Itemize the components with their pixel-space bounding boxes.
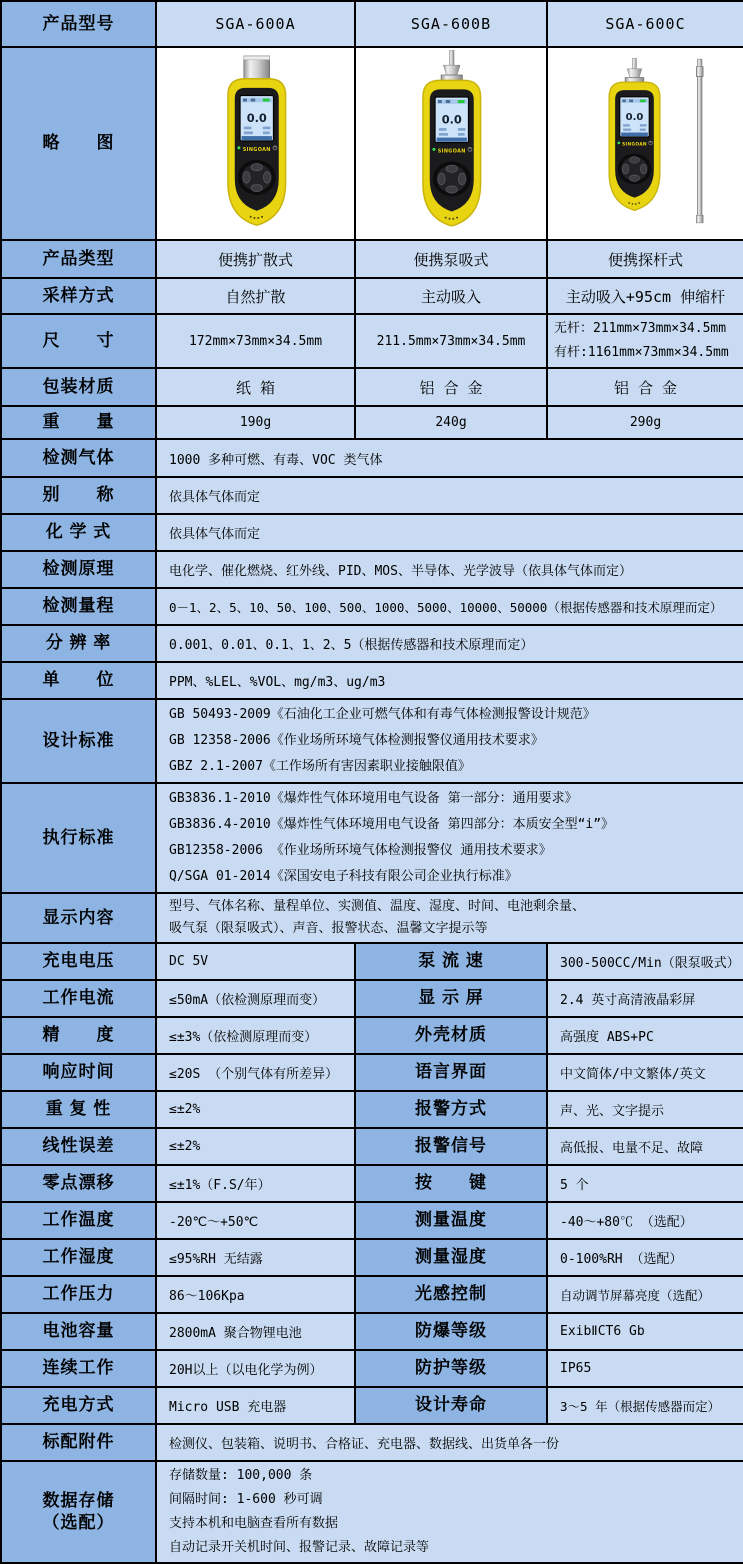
standard-line: GB12358-2006 《作业场所环境气体检测报警仪 通用技术要求》: [169, 843, 552, 858]
row-label-cell: 检测原理: [1, 551, 156, 588]
spec-value-cell: ≤±2%: [156, 1128, 355, 1165]
spec-value-cell: 高强度 ABS+PC: [547, 1017, 743, 1054]
row-chemical-formula: [1, 514, 743, 551]
spec-label-cell: 光感控制: [355, 1276, 547, 1313]
spec-label-cell: 语言界面: [355, 1054, 547, 1091]
value-cell: [156, 1461, 743, 1563]
compare-row-sampling: [1, 278, 743, 314]
row-label-cell: 分 辨 率: [1, 625, 156, 662]
standard-line: GB 12358-2006《作业场所环境气体检测报警仪通用技术要求》: [169, 733, 544, 748]
spec-value-cell: -20℃～+50℃: [156, 1202, 355, 1239]
standard-line: GB3836.4-2010《爆炸性气体环境用电气设备 第四部分：本质安全型“i”》: [169, 817, 615, 832]
spec-label-cell: 报警信号: [355, 1128, 547, 1165]
status-led: [432, 148, 435, 151]
spec-value-cell: 3～5 年（根据传感器而定）: [547, 1387, 743, 1424]
telescopic-probe-rod-tip: [696, 67, 703, 77]
standard-line: GB3836.1-2010《爆炸性气体环境用电气设备 第一部分：通用要求》: [169, 791, 578, 806]
spec-label-cell: 线性误差: [1, 1128, 156, 1165]
compare-row-weight: [1, 406, 743, 439]
header-label-cell: 产品型号: [1, 1, 156, 47]
spec-value-cell: IP65: [547, 1350, 743, 1387]
value-cell: 便携探杆式: [547, 240, 743, 278]
spec-label-cell: 工作电流: [1, 980, 156, 1017]
row-data-storage: [1, 1461, 743, 1563]
spec-value-cell: 2800mA 聚合物锂电池: [156, 1313, 355, 1350]
spec-value-cell: ≤50mA（依检测原理而变）: [156, 980, 355, 1017]
spec-value-cell: Micro USB 充电器: [156, 1387, 355, 1424]
device-illustration-sga-600b: [361, 50, 541, 232]
value-cell: 290g: [547, 406, 743, 439]
storage-line: 支持本机和电脑查看所有数据: [169, 1516, 339, 1531]
spec-row: [1, 1239, 743, 1276]
value-cell: [156, 699, 743, 783]
spec-label-cell: 连续工作: [1, 1350, 156, 1387]
spec-value-cell: ≤20S （个别气体有所差异）: [156, 1054, 355, 1091]
spec-row: [1, 1017, 743, 1054]
sketch-label-cell: 略 图: [1, 47, 156, 240]
spec-value-cell: -40～+80℃ （选配）: [547, 1202, 743, 1239]
spec-row: [1, 1165, 743, 1202]
row-accessories: [1, 1424, 743, 1461]
spec-value-cell: 高低报、电量不足、故障: [547, 1128, 743, 1165]
spec-row: [1, 943, 743, 980]
model-cell-b: SGA-600B: [355, 1, 547, 47]
value-cell: 主动吸入+95cm 伸缩杆: [547, 278, 743, 314]
dimension-line: 无杆：211mm×73mm×34.5mm: [554, 321, 727, 336]
value-cell: 0－1、2、5、10、50、100、500、1000、5000、10000、50000（根据传感器和技术原理而定）: [156, 588, 743, 625]
value-cell: 自然扩散: [156, 278, 355, 314]
row-label-cell: 检测气体: [1, 439, 156, 477]
device-image-cell-a: [156, 47, 355, 240]
row-resolution: [1, 625, 743, 662]
row-label-cell: 别 称: [1, 477, 156, 514]
spec-label-cell: 响应时间: [1, 1054, 156, 1091]
row-label-cell: 重 量: [1, 406, 156, 439]
value-cell: [156, 783, 743, 893]
spec-label-cell: 显 示 屏: [355, 980, 547, 1017]
device-screen-reading: 0.0: [625, 112, 644, 124]
value-cell: 1000 多种可燃、有毒、VOC 类气体: [156, 439, 743, 477]
spec-row: [1, 1128, 743, 1165]
header-row: [1, 1, 743, 47]
row-label-cell: 包装材质: [1, 368, 156, 406]
spec-row: [1, 980, 743, 1017]
spec-label-cell: 泵 流 速: [355, 943, 547, 980]
row-detect-range: [1, 588, 743, 625]
dimension-line: 有杆:1161mm×73mm×34.5mm: [554, 345, 729, 360]
spec-value-cell: 自动调节屏幕亮度（选配）: [547, 1276, 743, 1313]
spec-label-cell: 充电电压: [1, 943, 156, 980]
device-screen-reading: 0.0: [246, 111, 267, 126]
storage-line: 自动记录开关机时间、报警记录、故障记录等: [169, 1540, 430, 1555]
spec-row: [1, 1054, 743, 1091]
status-led: [237, 146, 240, 149]
row-display-content: [1, 893, 743, 943]
row-design-standards: [1, 699, 743, 783]
spec-value-cell: 5 个: [547, 1165, 743, 1202]
row-label-cell: 采样方式: [1, 278, 156, 314]
spec-label-cell: 零点漂移: [1, 1165, 156, 1202]
device-image-cell-c: [547, 47, 743, 240]
spec-value-cell: ≤±2%: [156, 1091, 355, 1128]
spec-value-cell: 0-100%RH （选配）: [547, 1239, 743, 1276]
spec-row: [1, 1276, 743, 1313]
spec-value-cell: 300-500CC/Min（限泵吸式）: [547, 943, 743, 980]
display-content-line: 型号、气体名称、量程单位、实测值、温度、湿度、时间、电池剩余量、: [169, 899, 586, 914]
model-cell-a: SGA-600A: [156, 1, 355, 47]
value-cell: 纸 箱: [156, 368, 355, 406]
spec-label-cell: 防爆等级: [355, 1313, 547, 1350]
spec-value-cell: 声、光、文字提示: [547, 1091, 743, 1128]
spec-value-cell: 2.4 英寸高清液晶彩屏: [547, 980, 743, 1017]
standard-line: Q/SGA 01-2014《深国安电子科技有限公司企业执行标准》: [169, 869, 518, 884]
model-cell-c: SGA-600C: [547, 1, 743, 47]
row-detect-principle: [1, 551, 743, 588]
row-label-cell: 化 学 式: [1, 514, 156, 551]
storage-line: 间隔时间: 1-600 秒可调: [169, 1492, 323, 1507]
spec-value-cell: DC 5V: [156, 943, 355, 980]
spec-value-cell: 86～106Kpa: [156, 1276, 355, 1313]
row-units: [1, 662, 743, 699]
value-cell: 240g: [355, 406, 547, 439]
telescopic-probe-rod: [697, 77, 702, 221]
spec-row: [1, 1350, 743, 1387]
row-alias: [1, 477, 743, 514]
value-cell: [547, 314, 743, 368]
standard-line: GB 50493-2009《石油化工企业可燃气体和有毒气体检测报警设计规范》: [169, 707, 596, 722]
storage-label-line: 数据存储: [42, 1490, 115, 1510]
row-label-cell: 标配附件: [1, 1424, 156, 1461]
spec-value-cell: ≤±1%（F.S/年）: [156, 1165, 355, 1202]
spec-label-cell: 报警方式: [355, 1091, 547, 1128]
value-cell: PPM、%LEL、%VOL、mg/m3、ug/m3: [156, 662, 743, 699]
spec-label-cell: 设计寿命: [355, 1387, 547, 1424]
value-cell: 211.5mm×73mm×34.5mm: [355, 314, 547, 368]
value-cell: 便携扩散式: [156, 240, 355, 278]
spec-label-cell: 外壳材质: [355, 1017, 547, 1054]
row-label-cell: 执行标准: [1, 783, 156, 893]
row-label-cell: 尺 寸: [1, 314, 156, 368]
spec-label-cell: 测量温度: [355, 1202, 547, 1239]
value-cell: 电化学、催化燃烧、红外线、PID、MOS、半导体、光学波导（依具体气体而定）: [156, 551, 743, 588]
spec-value-cell: ≤±3%（依检测原理而变）: [156, 1017, 355, 1054]
spec-label-cell: 工作湿度: [1, 1239, 156, 1276]
spec-label-cell: 重 复 性: [1, 1091, 156, 1128]
spec-label-cell: 精 度: [1, 1017, 156, 1054]
storage-line: 存储数量: 100,000 条: [169, 1468, 313, 1483]
value-cell: 主动吸入: [355, 278, 547, 314]
compare-row-dimensions: [1, 314, 743, 368]
standard-line: GBZ 2.1-2007《工作场所有害因素职业接触限值》: [169, 759, 471, 774]
row-label-cell: 显示内容: [1, 893, 156, 943]
value-cell: [156, 893, 743, 943]
value-cell: 依具体气体而定: [156, 477, 743, 514]
compare-row-product-type: [1, 240, 743, 278]
spec-label-cell: 工作温度: [1, 1202, 156, 1239]
value-cell: 190g: [156, 406, 355, 439]
spec-value-cell: 20H以上（以电化学为例）: [156, 1350, 355, 1387]
row-label-cell: [1, 1461, 156, 1563]
spec-label-cell: 测量湿度: [355, 1239, 547, 1276]
spec-row: [1, 1091, 743, 1128]
row-label-cell: 检测量程: [1, 588, 156, 625]
spec-label-cell: 防护等级: [355, 1350, 547, 1387]
spec-value-cell: 中文简体/中文繁体/英文: [547, 1054, 743, 1091]
device-illustration-sga-600c: [553, 50, 738, 232]
spec-label-cell: 工作压力: [1, 1276, 156, 1313]
spec-label-cell: 按 键: [355, 1165, 547, 1202]
row-execution-standards: [1, 783, 743, 893]
value-cell: 172mm×73mm×34.5mm: [156, 314, 355, 368]
value-cell: 铝 合 金: [355, 368, 547, 406]
spec-row: [1, 1313, 743, 1350]
spec-value-cell: ExibⅡCT6 Gb: [547, 1313, 743, 1350]
device-image-cell-b: [355, 47, 547, 240]
spec-label-cell: 充电方式: [1, 1387, 156, 1424]
spec-value-cell: ≤95%RH 无结露: [156, 1239, 355, 1276]
sketch-row: [1, 47, 743, 240]
row-label-cell: 单 位: [1, 662, 156, 699]
row-label-cell: 产品类型: [1, 240, 156, 278]
status-led: [617, 142, 620, 145]
device-brand-text: SINGOAN: [437, 148, 466, 155]
spec-row: [1, 1202, 743, 1239]
spec-label-cell: 电池容量: [1, 1313, 156, 1350]
compare-row-packaging: [1, 368, 743, 406]
row-label-cell: 设计标准: [1, 699, 156, 783]
device-brand-text: SINGOAN: [622, 142, 647, 148]
value-cell: 依具体气体而定: [156, 514, 743, 551]
row-detect-gas: [1, 439, 743, 477]
value-cell: 0.001、0.01、0.1、1、2、5（根据传感器和技术原理而定）: [156, 625, 743, 662]
value-cell: 便携泵吸式: [355, 240, 547, 278]
storage-label-line: （选配）: [42, 1513, 115, 1532]
spec-row: [1, 1387, 743, 1424]
display-content-line: 吸气泵（限泵吸式）、声音、报警状态、温馨文字提示等: [169, 921, 488, 936]
device-illustration-sga-600a: [163, 50, 349, 232]
device-brand-text: SINGOAN: [242, 146, 271, 153]
device-screen-reading: 0.0: [441, 112, 462, 127]
value-cell: 铝 合 金: [547, 368, 743, 406]
value-cell: 检测仪、包装箱、说明书、合格证、充电器、数据线、出货单各一份: [156, 1424, 743, 1461]
